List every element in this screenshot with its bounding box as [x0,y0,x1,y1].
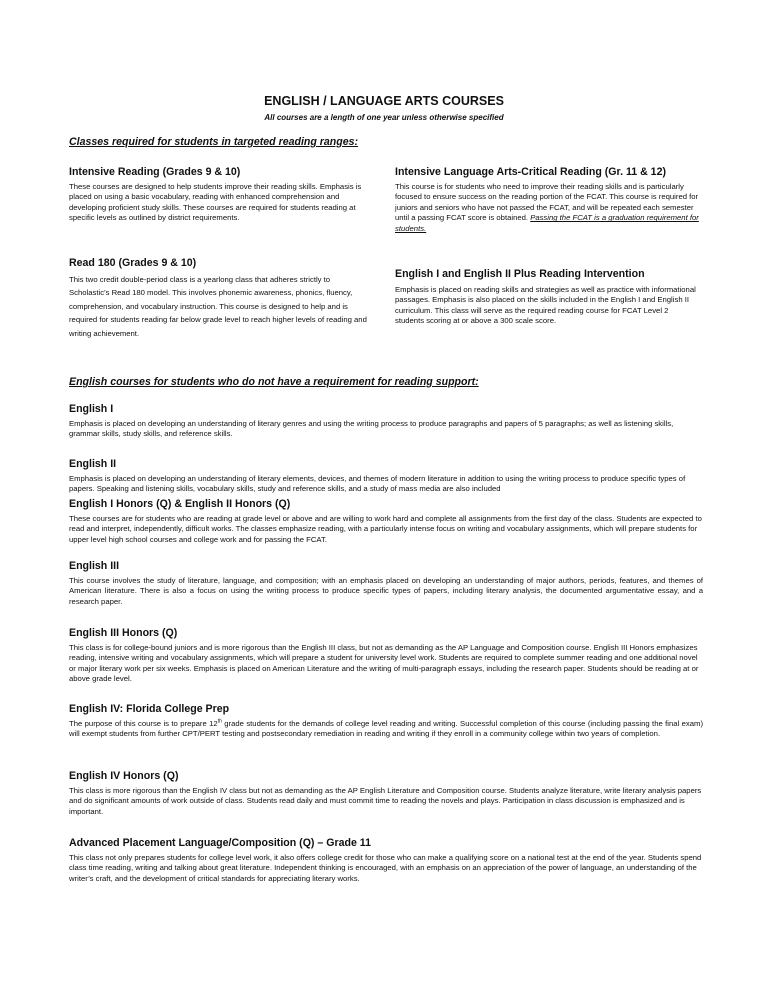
graduation-requirement-note: Passing the FCAT is a graduation requirement for students. [395,213,699,233]
course-title-read-180: Read 180 (Grades 9 & 10) [69,257,197,269]
course-title-english-honors: English I Honors (Q) & English II Honors (Q) [69,498,291,510]
page-subtitle: All courses are a length of one year unless otherwise specified [264,113,504,122]
page-title: ENGLISH / LANGUAGE ARTS COURSES [264,94,504,108]
section-heading-no-reading-support: English courses for students who do not have a requirement for reading support: [69,376,479,388]
course-desc-read-180: This two credit double-period class is a yearlong class that adheres strictly to Scholastic’s Read 180 model. This involves phonemic awareness, phonics, fluency, comprehension, and vocabulary instruction. This course is designed to help and is required for students reading far below grade level to reach higher levels of reading and writing achievement. [69,275,367,338]
course-desc-intensive-reading: These courses are designed to help students improve their reading skills. Emphasis is placed on using a basic vocabulary, reading with enhanced comprehension and developing proficient study skills. These courses are required for students reading at specific levels as outlined by district requirements. [69,182,362,223]
course-title-english-3: English III [69,560,120,572]
course-desc-english-2: Emphasis is placed on developing an understanding of literary elements, devices, and themes of modern literature in addition to using the writing process to produce specific types of papers. Speaking and listening skills, vocabulary skills, study and reference skills, and a study of mass media are also included [69,474,686,494]
course-title-english-1: English I [69,403,114,415]
course-desc-english-3: This course involves the study of literature, language, and composition; with an emphasis placed on developing an understanding of major authors, periods, features, and themes of American literature. There is also a focus on using the writing process to produce specific types of papers, including literary analysis, the documented argumentative essay, and a research paper. [69,576,703,606]
course-desc-english-1: Emphasis is placed on developing an understanding of literary genres and using the writing process to produce paragraphs and papers of 5 paragraphs; as well as listening skills, grammar skills, study skills, and reference skills. [69,419,674,439]
course-desc-english-4-part-a: The purpose of this course is to prepare 12 [69,719,218,728]
ordinal-suffix: th [217,718,222,725]
course-desc-intensive-language-arts-text: This course is for students who need to improve their reading skills and is particularly focused to ensure success on the reading portion of the FCAT. This course is required for juniors and seniors who have not passed the FCAT, and will be repeated each semester until a passing FCAT score is obtained. [395,182,699,223]
course-desc-english-4-honors: This class is more rigorous than the English IV class but not as demanding as the AP English Literature and Composition course. Students analyze literature, write literary analysis papers and do significant amounts of work outside of class. Students read daily and must commit time to reading the novels and plays. Participation in class discussion is emphasized and is important. [69,786,702,816]
course-desc-ap-language: This class not only prepares students for college level work, it also offers college credit for those who can make a qualifying score on a national test at the end of the year. Students spend class time reading, writing and talking about great literature. Independent thinking is encouraged, with an emphasis on an appreciation of the power of language, an understanding of the writer’s craft, and the development of critical standards for appreciating literary works. [69,853,702,883]
course-title-english-plus-reading: English I and English II Plus Reading Intervention [395,268,645,280]
course-desc-english-plus-reading: Emphasis is placed on reading skills and strategies as well as practice with informational passages. Emphasis is also placed on the skills included in the English I and English II curriculum. This class will serve as the required reading course for FCAT Level 2 students scoring at or above a 300 scale score. [395,285,696,326]
course-title-intensive-reading: Intensive Reading (Grades 9 & 10) [69,166,241,178]
course-title-english-4-honors: English IV Honors (Q) [69,770,179,782]
course-desc-english-4-college-prep [69,719,703,740]
course-title-ap-language: Advanced Placement Language/Composition (Q) – Grade 11 [69,837,371,849]
course-desc-intensive-language-arts [395,182,701,234]
course-title-english-3-honors: English III Honors (Q) [69,627,178,639]
course-title-english-4-college-prep: English IV: Florida College Prep [69,703,230,715]
course-title-intensive-language-arts: Intensive Language Arts-Critical Reading (Gr. 11 & 12) [395,166,666,178]
course-title-english-2: English II [69,458,117,470]
section-heading-targeted-reading: Classes required for students in targeted reading ranges: [69,136,359,148]
course-desc-english-4-part-b: grade students for the demands of college level reading and writing. Successful completion of this course (including passing the final exam) will exempt students from further CPT/PERT testing and postsecondary remediation in reading and writing if they enroll in a community college within two years of completion. [69,719,704,739]
course-desc-english-honors: These courses are for students who are reading at grade level or above and are willing to work hard and complete all assignments from the first day of the class. Students are expected to read and interpret, independently, difficult works. The classes emphasize reading, with a particularly intense focus on writing and vocabulary assignments, which will prepare students for upper level high school courses and college work and for passing the FCAT. [69,514,702,544]
course-desc-english-3-honors: This class is for college-bound juniors and is more rigorous than the English III class, but not as demanding as the AP Language and Composition course. English III Honors emphasizes reading, intensive writing and vocabulary assignments, which will prepare a student for university level work. Students are required to complete summer reading and one additional novel or major literary work per six weeks. Emphasis is placed on American Literature and the writing of multi-paragraph essays, including the research paper. Students should be reading at or above grade level. [69,643,699,684]
